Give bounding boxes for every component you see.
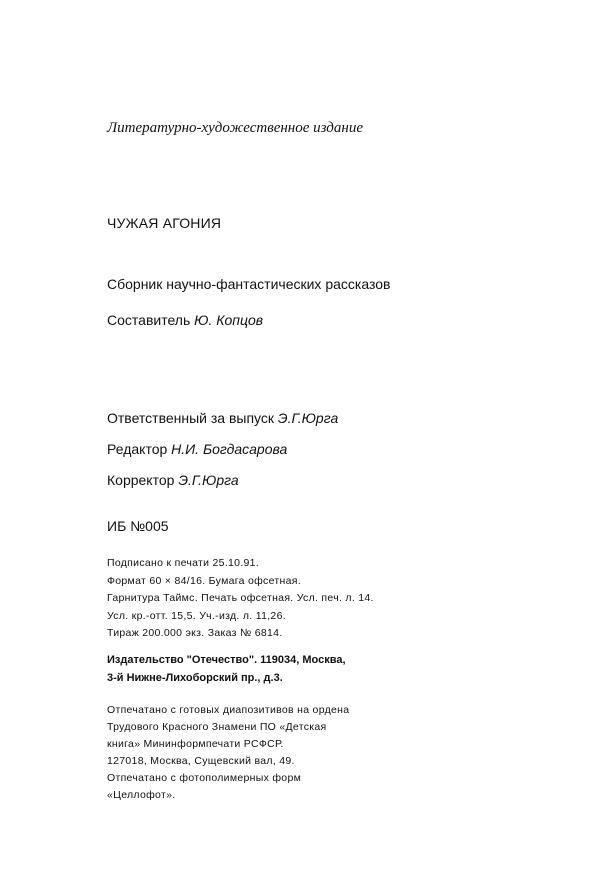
credit-role: Редактор [107,441,168,457]
compiler-name: Ю. Копцов [194,312,264,328]
printer-line: Трудового Красного Знамени ПО «Детская [107,721,327,733]
printing-line: Формат 60 × 84/16. Бумага офсетная. [107,574,301,587]
printing-line: Тираж 200.000 экз. Заказ № 6814. [107,627,283,639]
publisher-line: Издательство "Отечество". 119034, Москва, [107,654,346,666]
printing-details [107,555,374,643]
credit-proofreader [107,472,239,488]
printing-line: Подписано к печати 25.10.91. [107,557,260,569]
book-subtitle: Сборник научно-фантастических рассказов [107,276,391,292]
credit-responsible [107,410,338,426]
printer-line: «Целлофот». [107,789,176,801]
printer-line: книга» Мининформпечати РСФСР. [107,738,284,750]
ib-number: ИБ №005 [107,518,169,534]
credit-name: Э.Г.Юрга [277,410,339,426]
publisher-address [107,651,346,687]
credit-name: Н.И. Богдасарова [171,441,288,457]
printer-line: Отпечатано с фотополимерных форм [107,772,302,784]
book-title: ЧУЖАЯ АГОНИЯ [107,215,222,231]
credit-editor [107,441,287,457]
edition-type: Литературно-художественное издание [107,120,363,136]
printer-line: 127018, Москва, Сущевский вал, 49. [107,755,295,767]
publisher-line: 3-й Нижне-Лихоборский пр., д.3. [107,672,283,684]
printer-line: Отпечатано с готовых диапозитивов на ордена [107,704,350,716]
compiler-line [107,312,263,328]
credit-role: Корректор [107,472,175,488]
credit-name: Э.Г.Юрга [178,472,239,488]
compiler-label: Составитель [107,312,191,328]
printer-details [107,702,349,804]
printing-line: Гарнитура Таймс. Печать офсетная. Усл. печ. л. 14. [107,592,374,604]
credit-role: Ответственный за выпуск [107,410,275,426]
printing-line: Усл. кр.-отт. 15,5. Уч.-изд. л. 11,26. [107,609,286,622]
